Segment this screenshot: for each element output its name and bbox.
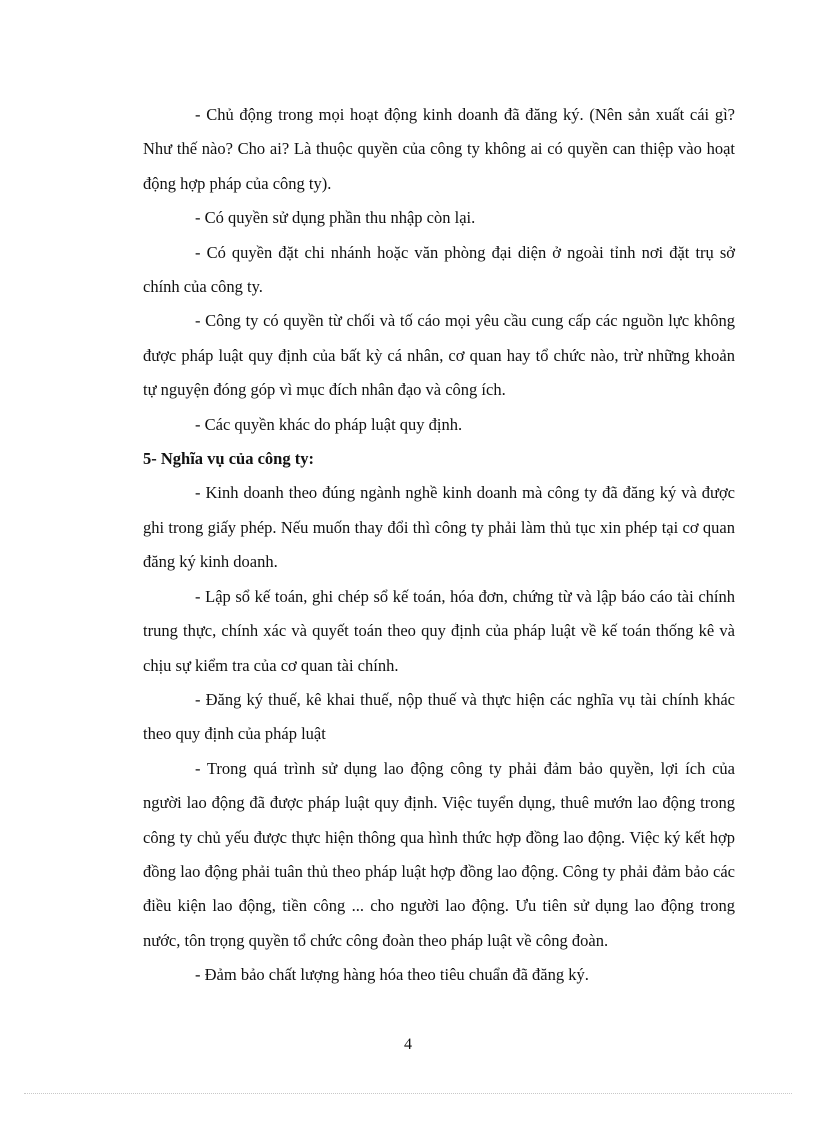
footer-divider [24, 1093, 792, 1094]
paragraph-rights-4: - Công ty có quyền từ chối và tố cáo mọi yêu cầu cung cấp các nguồn lực không được pháp luật quy định của bất kỳ cá nhân, cơ quan hay tổ chức nào, trừ những khoản tự nguyện đóng góp vì mục đích nhân đạo và công ích. [143, 311, 735, 400]
paragraph-obligations-1: - Kinh doanh theo đúng ngành nghề kinh doanh mà công ty đã đăng ký và được ghi trong giấy phép. Nếu muốn thay đổi thì công ty phải làm thủ tục xin phép tại cơ quan đăng ký kinh doanh. [143, 483, 735, 572]
document-body [143, 98, 735, 993]
paragraph-rights-3: - Có quyền đặt chi nhánh hoặc văn phòng đại diện ở ngoài tỉnh nơi đặt trụ sở chính của công ty. [143, 242, 735, 297]
paragraph-obligations-5: - Đảm bảo chất lượng hàng hóa theo tiêu chuẩn đã đăng ký. [195, 965, 589, 985]
paragraph-obligations-4: - Trong quá trình sử dụng lao động công ty phải đảm bảo quyền, lợi ích của người lao động đã được pháp luật quy định. Việc tuyển dụng, thuê mướn lao động trong công ty chủ yếu được thực hiện thông qua hình thức hợp đồng lao động. Việc ký kết hợp đồng lao động phải tuân thủ theo pháp luật hợp đồng lao động. Công ty phải đảm bảo các điều kiện lao động, tiền công ... cho người lao động. Ưu tiên sử dụng lao động trong nước, tôn trọng quyền tổ chức công đoàn theo pháp luật về công đoàn. [143, 758, 735, 950]
page-number: 4 [404, 1036, 412, 1053]
paragraph-rights-1: - Chủ động trong mọi hoạt động kinh doanh đã đăng ký. (Nên sản xuất cái gì? Như thế nào? Cho ai? Là thuộc quyền của công ty không ai có quyền can thiệp vào hoạt động hợp pháp của công ty). [143, 105, 735, 193]
paragraph-rights-2: - Có quyền sử dụng phần thu nhập còn lại. [195, 208, 476, 228]
paragraph-obligations-3: - Đăng ký thuế, kê khai thuế, nộp thuế và thực hiện các nghĩa vụ tài chính khác theo quy định của pháp luật [143, 689, 735, 744]
paragraph-obligations-2: - Lập sổ kế toán, ghi chép sổ kế toán, hóa đơn, chứng từ và lập báo cáo tài chính trung thực, chính xác và quyết toán theo quy định của pháp luật về kế toán thống kê và chịu sự kiểm tra của cơ quan tài chính. [143, 586, 735, 675]
paragraph-rights-5: - Các quyền khác do pháp luật quy định. [195, 414, 463, 434]
section-heading-obligations: 5- Nghĩa vụ của công ty: [143, 449, 314, 469]
